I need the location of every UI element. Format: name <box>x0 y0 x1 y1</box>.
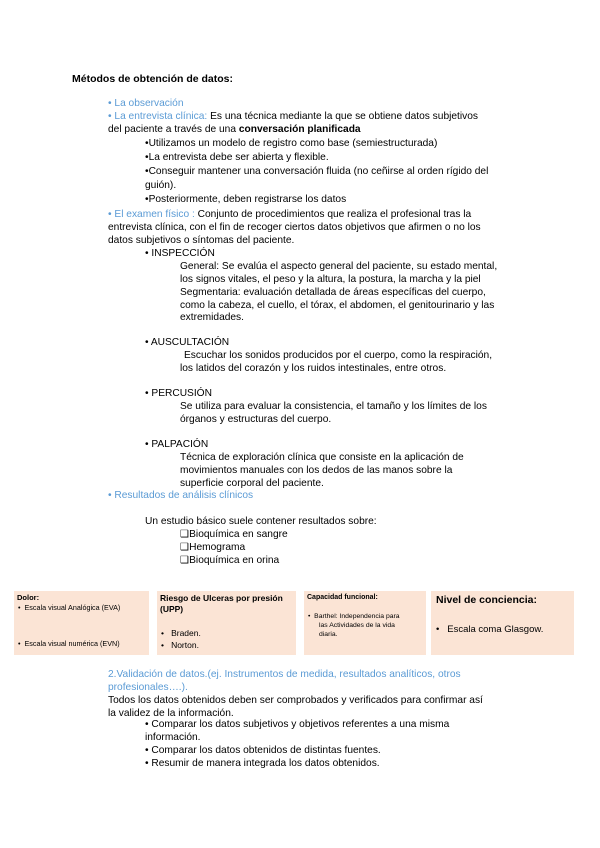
inspeccion-line: Segmentaria: evaluación detallada de áreas específicas del cuerpo, <box>180 287 486 298</box>
resultados-item: ❑Bioquímica en sangre <box>180 529 288 540</box>
palpacion-line: superficie corporal del paciente. <box>180 478 324 489</box>
capacidad-box <box>304 591 426 655</box>
entrevista-item: •Posteriormente, deben registrarse los datos <box>145 194 347 205</box>
inspeccion-line: extremidades. <box>180 312 244 323</box>
examen-line2: entrevista clínica, con el fin de recoger ciertos datos objetivos que afirmen o no los <box>108 222 481 233</box>
conciencia-title: Nivel de conciencia: <box>436 594 537 606</box>
examen-line3: datos subjetivos o síntomas del paciente. <box>108 235 295 246</box>
inspeccion-title: • INSPECCIÓN <box>145 248 215 259</box>
auscultacion-line: Escuchar los sonidos producidos por el cuerpo, como la respiración, <box>184 350 493 361</box>
page-title: Métodos de obtención de datos: <box>72 73 234 85</box>
validacion-item: • Comparar los datos obtenidos de distintas fuentes. <box>145 745 381 756</box>
percusion-line: órganos y estructuras del cuerpo. <box>180 414 332 425</box>
upp-title: Riesgo de Ulceras por presión (UPP) <box>160 593 283 614</box>
upp-box <box>157 591 296 655</box>
resultados-intro: Un estudio básico suele contener resultados sobre: <box>145 516 377 527</box>
auscultacion-title: • AUSCULTACIÓN <box>145 337 230 348</box>
entrevista-item: •La entrevista debe ser abierta y flexible. <box>145 152 329 163</box>
entrevista-line2 <box>108 124 361 137</box>
palpacion-line: movimientos manuales con los dedos de las manos sobre la <box>180 465 453 476</box>
entrevista-text: Es una técnica mediante la que se obtiene datos subjetivos <box>210 111 478 122</box>
validacion-line2: profesionales….). <box>108 682 188 693</box>
percusion-title: • PERCUSIÓN <box>145 388 212 399</box>
entrevista-text2: del paciente a través de una <box>108 124 237 135</box>
dolor-item: • Escala visual Analógica (EVA) <box>18 603 121 612</box>
validacion-item: • Comparar los datos subjetivos y objetivos referentes a una misma <box>145 719 450 730</box>
upp-item: • Braden. <box>161 628 201 638</box>
examen-line1 <box>108 209 471 222</box>
inspeccion-line: los signos vitales, el peso y la altura, la postura, la marcha y la piel <box>180 274 481 285</box>
entrevista-bold: conversación planificada <box>238 124 361 135</box>
capacidad-item-cont: diaria. <box>319 631 338 638</box>
dolor-title: Dolor: <box>17 593 40 602</box>
upp-item: • Norton. <box>161 640 199 650</box>
entrevista-item: •Utilizamos un modelo de registro como base (semiestructurada) <box>145 138 438 149</box>
validacion-text2: la validez de la información. <box>108 708 234 719</box>
entrevista-item: •Conseguir mantener una conversación fluida (no ceñirse al orden rígido del <box>145 166 489 177</box>
conciencia-item: • Escala coma Glasgow. <box>436 624 544 635</box>
capacidad-item-cont: las Actividades de la vida <box>319 622 395 629</box>
resultados-label: • Resultados de análisis clínicos <box>108 490 254 501</box>
capacidad-title: Capacidad funcional: <box>307 594 378 601</box>
inspeccion-line: como la cabeza, el cuello, el tórax, el abdomen, el genitourinario y las <box>180 300 495 311</box>
entrevista-line1 <box>108 111 528 124</box>
validacion-text1: Todos los datos obtenidos deben ser comprobados y verificados para confirmar así <box>108 695 483 706</box>
resultados-item: ❑Hemograma <box>180 542 246 553</box>
resultados-item: ❑Bioquímica en orina <box>180 555 280 566</box>
entrevista-label: • La entrevista clínica: <box>108 111 208 122</box>
capacidad-item: • Barthel: Independencia para <box>308 613 400 620</box>
percusion-line: Se utiliza para evaluar la consistencia, el tamaño y los límites de los <box>180 401 487 412</box>
examen-text: Conjunto de procedimientos que realiza el profesional tras la <box>197 209 472 220</box>
palpacion-line: Técnica de exploración clínica que consiste en la aplicación de <box>180 452 464 463</box>
palpacion-title: • PALPACIÓN <box>145 439 209 450</box>
dolor-item: • Escala visual numérica (EVN) <box>18 639 120 648</box>
entrevista-item: guión). <box>145 180 177 191</box>
examen-label: • El examen físico : <box>108 209 195 220</box>
validacion-item: información. <box>145 732 201 743</box>
dolor-box <box>14 591 149 655</box>
inspeccion-line: General: Se evalúa el aspecto general del paciente, su estado mental, <box>180 261 498 272</box>
auscultacion-line: los latidos del corazón y los ruidos intestinales, entre otros. <box>180 363 447 374</box>
observacion-item: • La observación <box>108 98 184 109</box>
validacion-item: • Resumir de manera integrada los datos obtenidos. <box>145 758 380 769</box>
conciencia-box <box>431 591 574 655</box>
validacion-line1: 2.Validación de datos.(ej. Instrumentos de medida, resultados analíticos, otros <box>108 669 461 680</box>
